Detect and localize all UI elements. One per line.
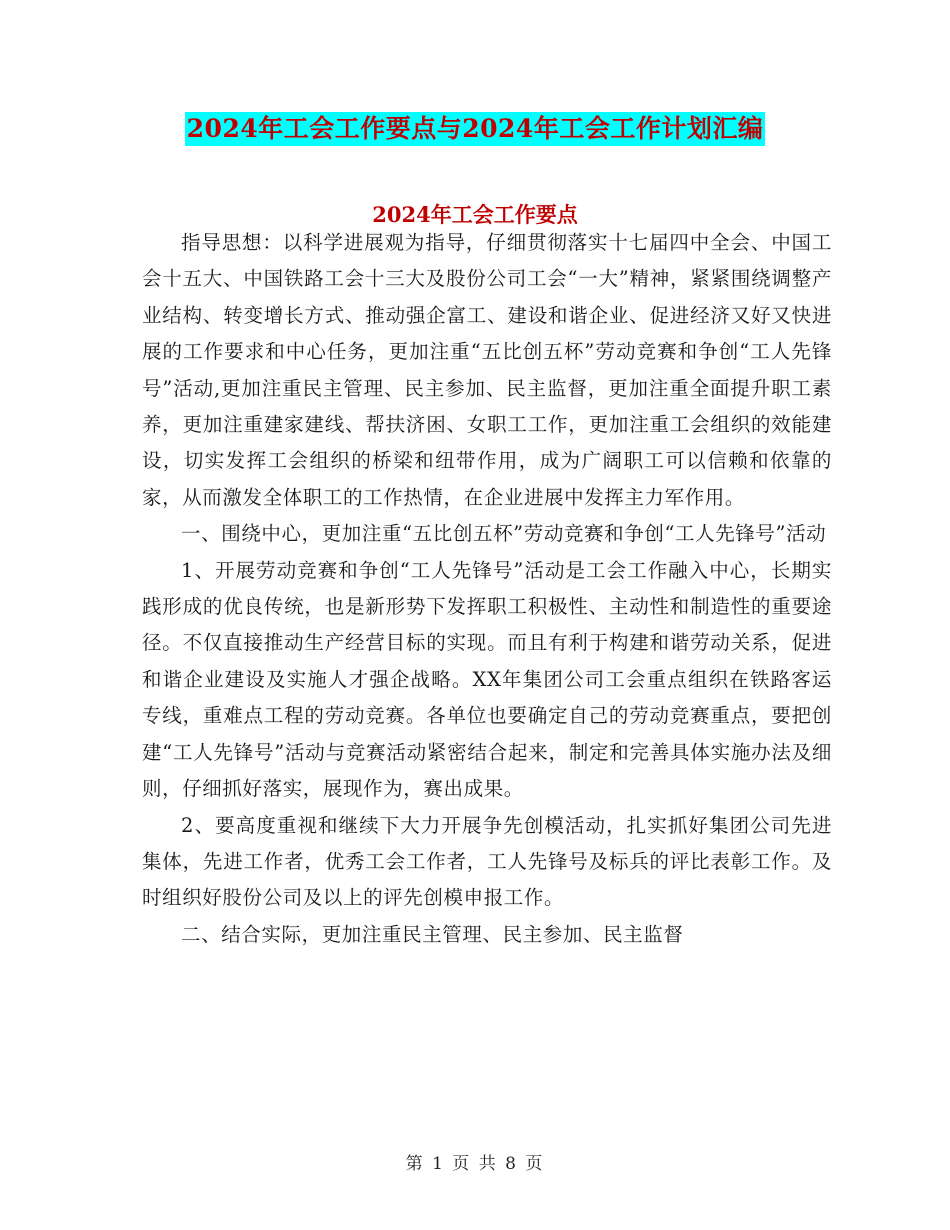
paragraph-guiding-ideology: 指导思想：以科学进展观为指导，仔细贯彻落实十七届四中全会、中国工会十五大、中国铁路工会十三大及股份公司工会“一大”精神，紧紧围绕调整产业结构、转变增长方式、推动强企富工、建设和谐企业、促进经济又好又快进展的工作要求和中心任务，更加注重“五比创五杯”劳动竞赛和争创“工人先锋号”活动,更加注重民主管理、民主参加、民主监督，更加注重全面提升职工素养，更加注重建家建线、帮扶济困、女职工工作，更加注重工会组织的效能建设，切实发挥工会组织的桥梁和纽带作用，成为广阔职工可以信赖和依靠的家，从而激发全体职工的工作热情，在企业进展中发挥主力军作用。 xyxy=(142,231,832,509)
document-body xyxy=(142,225,832,953)
section-title: 2024年工会工作要点 xyxy=(372,202,578,227)
document-title: 2024年工会工作要点与2024年工会工作计划汇编 xyxy=(185,112,766,146)
heading-part-one: 一、围绕中心，更加注重“五比创五杯”劳动竞赛和争创“工人先锋号”活动 xyxy=(181,522,827,546)
paragraph-item-1: 1、开展劳动竞赛和争创“工人先锋号”活动是工会工作融入中心，长期实践形成的优良传统，也是新形势下发挥职工积极性、主动性和制造性的重要途径。不仅直接推动生产经营目标的实现。而且有利于构建和谐劳动关系，促进和谐企业建设及实施人才强企战略。XX年集团公司工会重点组织在铁路客运专线，重难点工程的劳动竞赛。各单位也要确定自己的劳动竞赛重点，要把创建“工人先锋号”活动与竞赛活动紧密结合起来，制定和完善具体实施办法及细则，仔细抓好落实，展现作为，赛出成果。 xyxy=(142,558,832,801)
heading-part-two: 二、结合实际，更加注重民主管理、民主参加、民主监督 xyxy=(181,922,684,946)
paragraph-item-2: 2、要高度重视和继续下大力开展争先创模活动，扎实抓好集团公司先进集体，先进工作者，优秀工会工作者，工人先锋号及标兵的评比表彰工作。及时组织好股份公司及以上的评先创模申报工作。 xyxy=(142,813,832,910)
document-title-container xyxy=(0,112,950,146)
page-footer: 第 1 页 共 8 页 xyxy=(405,1154,545,1174)
